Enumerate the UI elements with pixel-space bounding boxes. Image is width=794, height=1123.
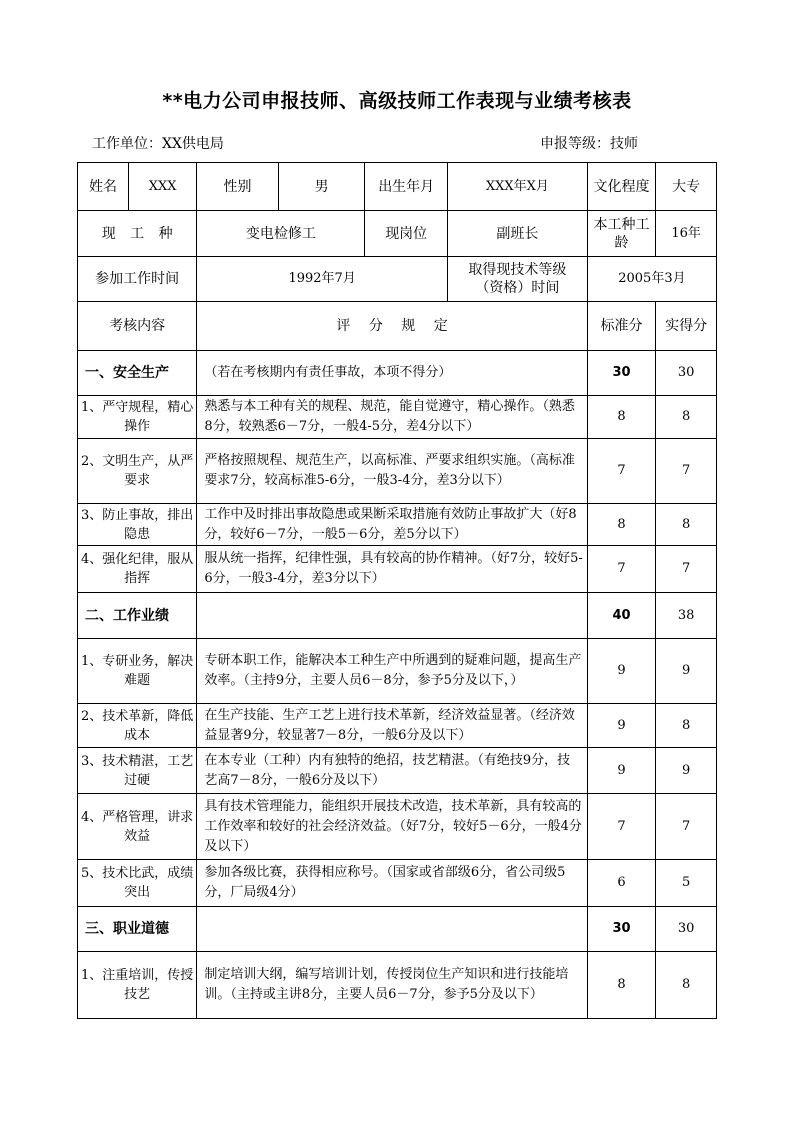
trade-value: 变电检修工 xyxy=(197,211,365,257)
item-name: 4、强化纪律，服从指挥 xyxy=(78,546,197,593)
item-name: 3、技术精湛，工艺过硬 xyxy=(78,748,197,794)
item-name: 4、严格管理，讲求效益 xyxy=(78,794,197,860)
section-title: 三、职业道德 xyxy=(78,907,197,952)
info-row-3 xyxy=(78,257,717,302)
name-label: 姓名 xyxy=(78,163,129,211)
table-row xyxy=(78,396,717,439)
item-rule: 在生产技能、生产工艺上进行技术革新，经济效益显著。（经济效益显著9分，较显著7－8分，一般6分及以下） xyxy=(197,704,588,748)
item-rule: 在本专业（工种）内有独特的绝招，技艺精湛。（有绝技9分，技艺高7－8分，一般6分及以下） xyxy=(197,748,588,794)
item-standard: 7 xyxy=(587,439,655,504)
gender-value: 男 xyxy=(278,163,365,211)
table-row xyxy=(78,639,717,704)
section-note: （若在考核期内有责任事故，本项不得分） xyxy=(197,351,588,396)
item-actual: 8 xyxy=(656,704,717,748)
section-standard: 30 xyxy=(587,351,655,396)
item-rule: 专研本职工作，能解决本工种生产中所遇到的疑难问题，提高生产效率。（主持9分，主要人员6－8分，参予5分及以下，） xyxy=(197,639,588,704)
qual-label: 取得现技术等级（资格）时间 xyxy=(447,257,587,302)
work-start-value: 1992年7月 xyxy=(197,257,448,302)
item-standard: 8 xyxy=(587,396,655,439)
section-standard: 30 xyxy=(587,907,655,952)
item-standard: 8 xyxy=(587,952,655,1019)
item-actual: 7 xyxy=(656,794,717,860)
table-row xyxy=(78,860,717,907)
item-standard: 7 xyxy=(587,546,655,593)
section-standard: 40 xyxy=(587,593,655,639)
section-title: 一、安全生产 xyxy=(78,351,197,396)
page-title: **电力公司申报技师、高级技师工作表现与业绩考核表 xyxy=(162,90,632,112)
header-actual: 实得分 xyxy=(656,302,717,351)
item-actual: 7 xyxy=(656,439,717,504)
table-row xyxy=(78,952,717,1019)
item-name: 2、技术革新，降低成本 xyxy=(78,704,197,748)
header-content: 考核内容 xyxy=(78,302,197,351)
section-note xyxy=(197,593,588,639)
item-actual: 8 xyxy=(656,396,717,439)
item-standard: 9 xyxy=(587,748,655,794)
item-rule: 制定培训大纲，编写培训计划，传授岗位生产知识和进行技能培训。（主持或主讲8分，主要人员6－7分，参予5分及以下） xyxy=(197,952,588,1019)
work-unit: 工作单位：XX供电局 xyxy=(92,136,224,152)
item-actual: 8 xyxy=(656,504,717,546)
post-label: 现岗位 xyxy=(365,211,447,257)
item-name: 1、专研业务，解决难题 xyxy=(78,639,197,704)
years-label: 本工种工龄 xyxy=(587,211,655,257)
gender-label: 性别 xyxy=(197,163,278,211)
item-rule: 服从统一指挥，纪律性强，具有较高的协作精神。（好7分，较好5-6分，一般3-4分，差3分以下） xyxy=(197,546,588,593)
item-name: 1、严守规程，精心操作 xyxy=(78,396,197,439)
table-row xyxy=(78,704,717,748)
table-row xyxy=(78,748,717,794)
edu-value: 大专 xyxy=(656,163,717,211)
work-start-label: 参加工作时间 xyxy=(78,257,197,302)
years-value: 16年 xyxy=(656,211,717,257)
section-actual: 38 xyxy=(656,593,717,639)
trade-label: 现 工 种 xyxy=(78,211,197,257)
info-row-2 xyxy=(78,211,717,257)
item-standard: 9 xyxy=(587,639,655,704)
birth-label: 出生年月 xyxy=(365,163,447,211)
birth-value: XXX年X月 xyxy=(447,163,587,211)
table-row xyxy=(78,504,717,546)
item-rule: 严格按照规程、规范生产，以高标准、严要求组织实施。（高标准要求7分，较高标准5-6分，一般3-4分，差3分以下） xyxy=(197,439,588,504)
item-standard: 9 xyxy=(587,704,655,748)
item-actual: 5 xyxy=(656,860,717,907)
table-row xyxy=(78,439,717,504)
table-row xyxy=(78,546,717,593)
item-name: 2、文明生产，从严要求 xyxy=(78,439,197,504)
item-rule: 具有技术管理能力，能组织开展技术改造，技术革新，具有较高的工作效率和较好的社会经济效益。（好7分，较好5－6分，一般4分及以下） xyxy=(197,794,588,860)
apply-level: 申报等级：技师 xyxy=(540,136,638,152)
section-actual: 30 xyxy=(656,351,717,396)
table-row xyxy=(78,794,717,860)
item-rule: 工作中及时排出事故隐患或果断采取措施有效防止事故扩大（好8分，较好6－7分，一般5－6分，差5分以下） xyxy=(197,504,588,546)
item-standard: 7 xyxy=(587,794,655,860)
header-row xyxy=(78,302,717,351)
header-rules: 评 分 规 定 xyxy=(197,302,588,351)
item-rule: 参加各级比赛，获得相应称号。（国家或省部级6分，省公司级5分，厂局级4分） xyxy=(197,860,588,907)
section-note xyxy=(197,907,588,952)
section-actual: 30 xyxy=(656,907,717,952)
item-name: 1、注重培训，传授技艺 xyxy=(78,952,197,1019)
item-rule: 熟悉与本工种有关的规程、规范，能自觉遵守，精心操作。（熟悉8分，较熟悉6－7分，一般4-5分，差4分以下） xyxy=(197,396,588,439)
section-row xyxy=(78,351,717,396)
item-actual: 9 xyxy=(656,639,717,704)
item-name: 3、防止事故，排出隐患 xyxy=(78,504,197,546)
item-actual: 8 xyxy=(656,952,717,1019)
item-standard: 8 xyxy=(587,504,655,546)
edu-label: 文化程度 xyxy=(587,163,655,211)
post-value: 副班长 xyxy=(447,211,587,257)
section-row xyxy=(78,593,717,639)
item-name: 5、技术比武，成绩突出 xyxy=(78,860,197,907)
assessment-table xyxy=(77,162,717,1019)
header-standard: 标准分 xyxy=(587,302,655,351)
info-row-1 xyxy=(78,163,717,211)
section-row xyxy=(78,907,717,952)
item-actual: 7 xyxy=(656,546,717,593)
name-value: XXX xyxy=(128,163,196,211)
item-actual: 9 xyxy=(656,748,717,794)
item-standard: 6 xyxy=(587,860,655,907)
qual-value: 2005年3月 xyxy=(587,257,716,302)
section-title: 二、工作业绩 xyxy=(78,593,197,639)
